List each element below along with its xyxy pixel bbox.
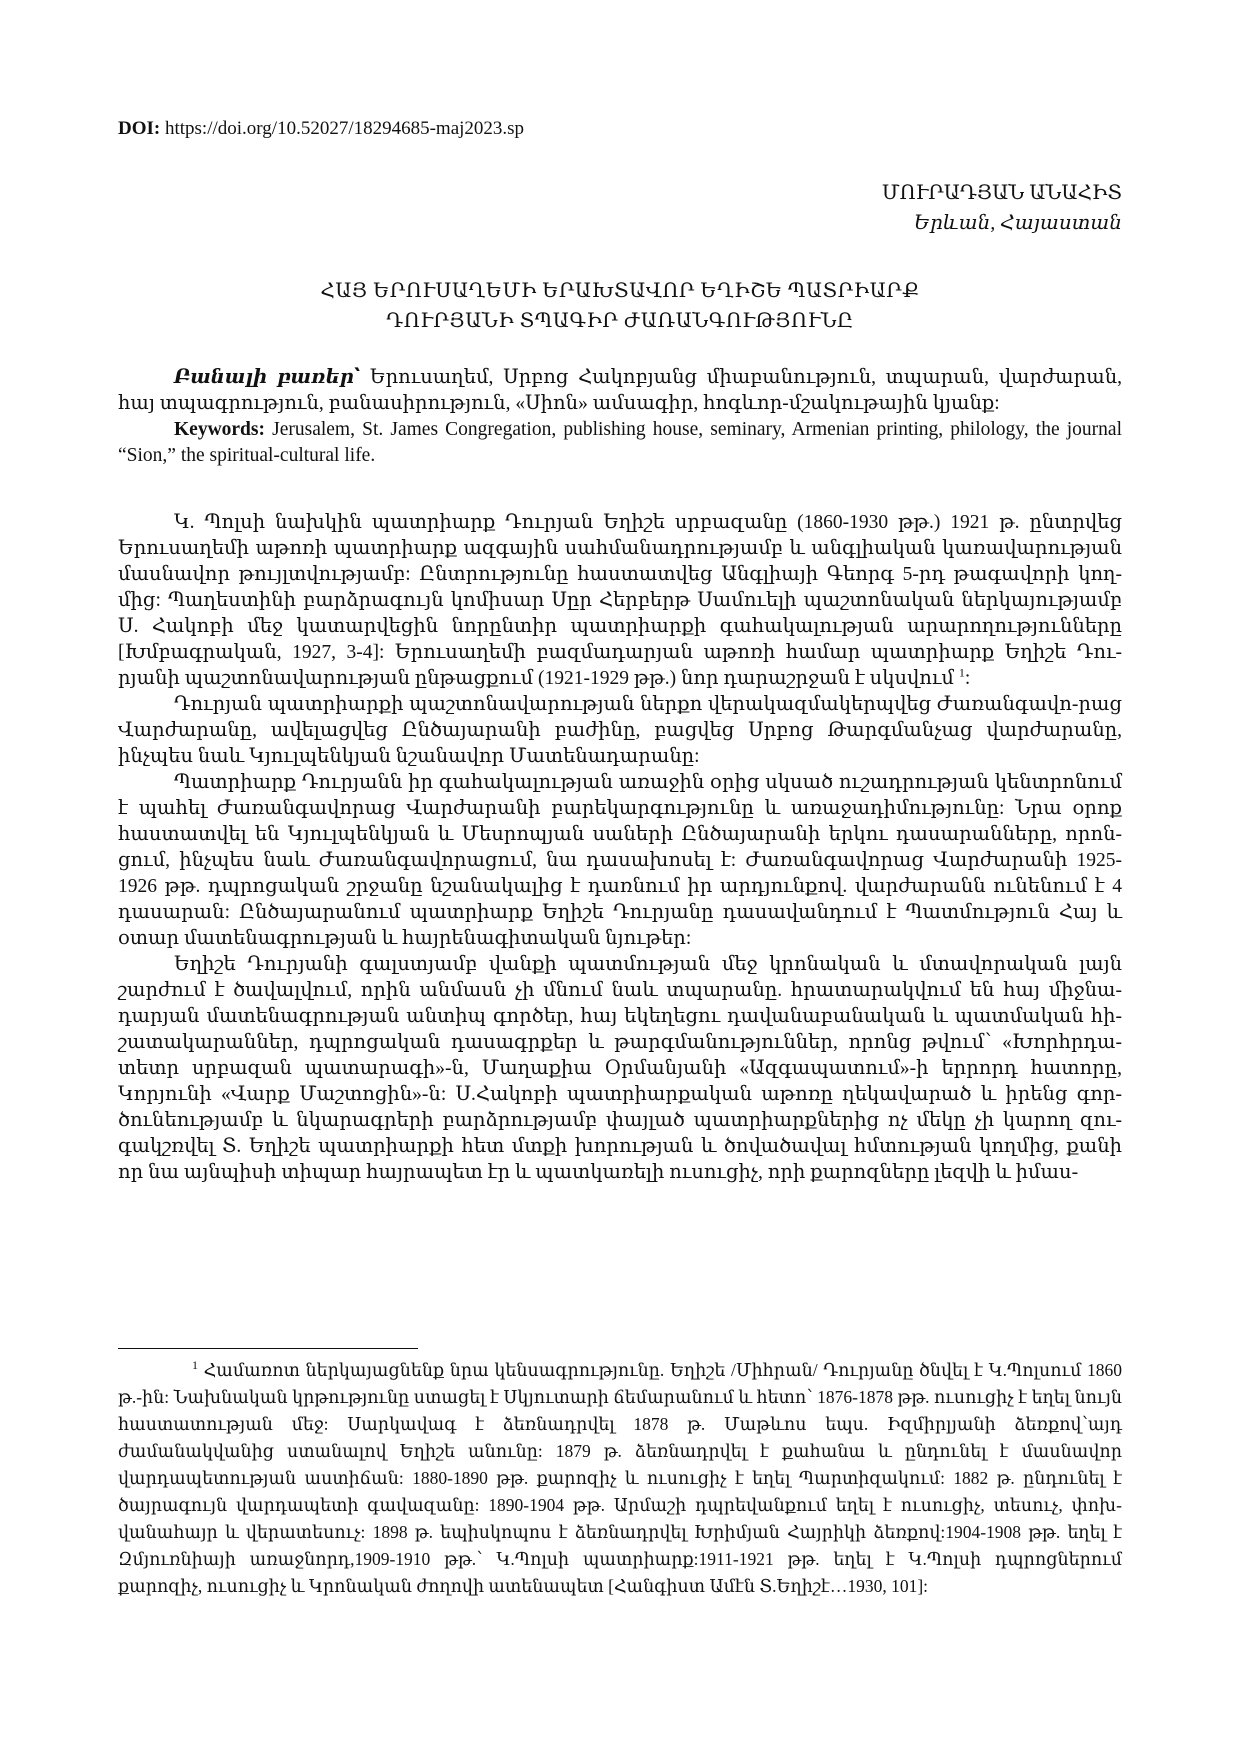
keywords-english-text: Jerusalem, St. James Congregation, publishing house, seminary, Armenian printing, philology, the journal “Sion,” the spiritual-cultural life. <box>118 419 1122 466</box>
paragraph-4: Եղիշե Դուրյանի գալստյամբ վանքի պատմության մեջ կրոնական և մտավորական լայն շարժում է ծավալվում, որին անմասն չի մնում նաև տպարանը. հրատարակվում են հայ միջնա-դարյան մատենագրության անտիպ գործեր, հայ եկեղեցու դավանաբանական և պատմական հի-շատակարաններ, դպրոցական դասագրքեր և թարգմանություններ, որոնց թվում՝ «Խորհրդա-տետր սրբազան պատարագի»-ն, Մաղաքիա Օրմանյանի «Ազգապատում»-ի երրորդ հատորը, Կորյունի «Վարք Մաշտոցին»-ն: Ս.Հակոբի պատրիարքական աթոռը ղեկավարած և իրենց գոր-ծունեությամբ և նկարագրերի բարձրությամբ փայլած պատրիարքներից ոչ մեկը չի կարող զու-գակշռվել Տ. Եղիշե պատրիարքի հետ մտքի խորության և ծովածավալ հմտության կողմից, քանի որ նա այնպիսի տիպար հայրապետ էր և պատկառելի ուսուցիչ, որի քարոզները լեզվի և իմաս- <box>118 954 1122 1183</box>
footnote-divider <box>118 1348 418 1349</box>
footnote-text: Համառոտ ներկայացնենք նրա կենսագրությունը. Եղիշե /Միհրան/ Դուրյանը ծնվել է Կ.Պոլսում 1860 թ.-ին: Նախնական կրթությունը ստացել է Սկյուտարի ճեմարանում և հետո՝ 1876-1878 թթ. ուսուցիչ է եղել նույն հաստատության մեջ: Սարկավագ է ձեռնադրվել 1878 թ. Մաթևոս եպս. Իզմիրլյանի ձեռքով՝այդ ժամանակվանից ստանալով Եղիշե անունը: 1879 թ. ձեռնադրվել է քահանա և ընդունել է մասնավոր վարդապետության աստիճան: 1880-1890 թթ. քարոզիչ և ուսուցիչ է եղել Պարտիզակում: 1882 թ. ընդունել է ծայրագույն վարդապետի գավազանը: 1890-1904 թթ. Արմաշի դպրեվանքում եղել է ուսուցիչ, տեսուչ, փոխ-վանահայր և վերատեսուչ: 1898 թ. եպիսկոպոս է ձեռնադրվել Խրիմյան Հայրիկի ձեռքով:1904-1908 թթ. եղել է Զմյուռնիայի առաջնորդ,1909-1910 թթ.՝ Կ.Պոլսի պատրիարք:1911-1921 թթ. եղել է Կ.Պոլսի դպրոցներում քարոզիչ, ուսուցիչ և Կրոնական ժողովի ատենապետ [Հանգիստ Ամէն Տ.Եղիշէ…1930, 101]: <box>118 1360 1122 1596</box>
paragraph-1-text: Կ. Պոլսի նախկին պատրիարք Դուրյան Եղիշե սրբազանը (1860-1930 թթ.) 1921 թ. ընտրվեց Երուսաղեմի աթոռի պատրիարք ազգային սահմանադրությամբ և անգլիական կառավարության մասնավոր թույլտվությամբ: Ընտրությունը հաստատվեց Անգլիայի Գեորգ 5-րդ թագավորի կող-մից: Պաղեստինի բարձրագույն կոմիսար Սըր Հերբերթ Սամուելի պաշտոնական ներկայությամբ Ս. Հակոբի մեջ կատարվեցին նորընտիր պատրիարքի գահակալության արարողությունները [Խմբագրական, 1927, 3-4]: Երուսաղեմի բազմադարյան աթոռի համար պատրիարք Եղիշե Դու-րյանի պաշտոնավարության ընթացքում (1921-1929 թթ.) նոր դարաշրջան է սկսվում <box>118 512 1122 689</box>
title-line-1: ՀԱՅ ԵՐՈՒՍԱՂԵՄԻ ԵՐԱԽՏԱՎՈՐ ԵՂԻՇԵ ՊԱՏՐԻԱՐՔ <box>320 280 920 302</box>
doi-line <box>118 118 524 140</box>
author-block <box>882 178 1122 238</box>
footnote-paragraph <box>118 1357 1122 1600</box>
author-name: ՄՈՒՐԱԴՅԱՆ ԱՆԱՀԻՏ <box>881 182 1122 204</box>
doi-label: DOI: <box>118 118 161 139</box>
keywords-armenian-label: Բանալի բառեր՝ <box>174 367 361 388</box>
article-title <box>118 276 1122 336</box>
author-affiliation: Երևան, Հայաստան <box>913 212 1122 234</box>
footnote-reference[interactable]: 1 <box>958 665 965 680</box>
keywords-english <box>118 417 1122 469</box>
keywords-armenian-text: Երուսաղեմ, Սրբոց Հակոբյանց միաբանություն, տպարան, վարժարան, հայ տպագրություն, բանասիրություն, «Սիոն» ամսագիր, հոգևոր-մշակութային կյանք: <box>118 367 1122 414</box>
paragraph-2: Դուրյան պատրիարքի պաշտոնավարության ներքո վերակազմակերպվեց Ժառանգավո-րաց Վարժարանը, ավելացվեց Ընծայարանի բաժինը, բացվեց Սրբոց Թարգմանչաց վարժարանը, ինչպես նաև Կյուլպենկյան նշանավոր Մատենադարանը: <box>118 694 1122 767</box>
keywords-section <box>118 365 1122 469</box>
title-line-2: ԴՈՒՐՅԱՆԻ ՏՊԱԳԻՐ ԺԱՌԱՆԳՈՒԹՅՈՒՆԸ <box>386 310 854 332</box>
paragraph-1: Կ. Պոլսի նախկին պատրիարք Դուրյան Եղիշե սրբազանը (1860-1930 թթ.) 1921 թ. ընտրվեց Երուսաղեմի աթոռի պատրիարք ազգային սահմանադրությամբ և անգլիական կառավարության մասնավոր թույլտվությամբ: Ընտրությունը հաստատվեց Անգլիայի Գեորգ 5-րդ թագավորի կող-մից: Պաղեստինի բարձրագույն կոմիսար Սըր Հերբերթ Սամուելի պաշտոնական ներկայությամբ Ս. Հակոբի մեջ կատարվեցին նորընտիր պատրիարքի գահակալության արարողությունները [Խմբագրական, 1927, 3-4]: Երուսաղեմի բազմադարյան աթոռի համար պատրիարք Եղիշե Դու-րյանի պաշտոնավարության ընթացքում (1921-1929 թթ.) նոր դարաշրջան է սկսվում $^1$: <box>118 512 1122 689</box>
keywords-english-label: Keywords: <box>174 419 265 440</box>
keywords-armenian <box>118 365 1122 417</box>
footnote <box>118 1357 1122 1600</box>
doi-link[interactable]: https://doi.org/10.52027/18294685-maj2023.sp <box>164 118 525 139</box>
paragraph-3: Պատրիարք Դուրյանն իր գահակալության առաջին օրից սկսած ուշադրության կենտրոնում է պահել Ժառանգավորաց Վարժարանի բարեկարգությունը և առաջադիմությունը: Նրա օրոք հաստատվել են Կյուլպենկյան և Մեսրոպյան սաների Ընծայարանի երկու դասարանները, որոն-ցում, ինչպես նաև Ժառանգավորացում, նա դասախոսել է: Ժառանգավորաց Վարժարանի 1925-1926 թթ. դպրոցական շրջանը նշանակալից է դառնում իր արդյունքով. վարժարանն ունենում է 4 դասարան: Ընծայարանում պատրիարք Եղիշե Դուրյանը դասավանդում է Պատմություն Հայ և օտար մատենագրության և հայրենագիտական նյութեր: <box>118 772 1122 949</box>
footnote-number: 1 <box>192 1358 198 1373</box>
main-text <box>118 510 1122 1186</box>
